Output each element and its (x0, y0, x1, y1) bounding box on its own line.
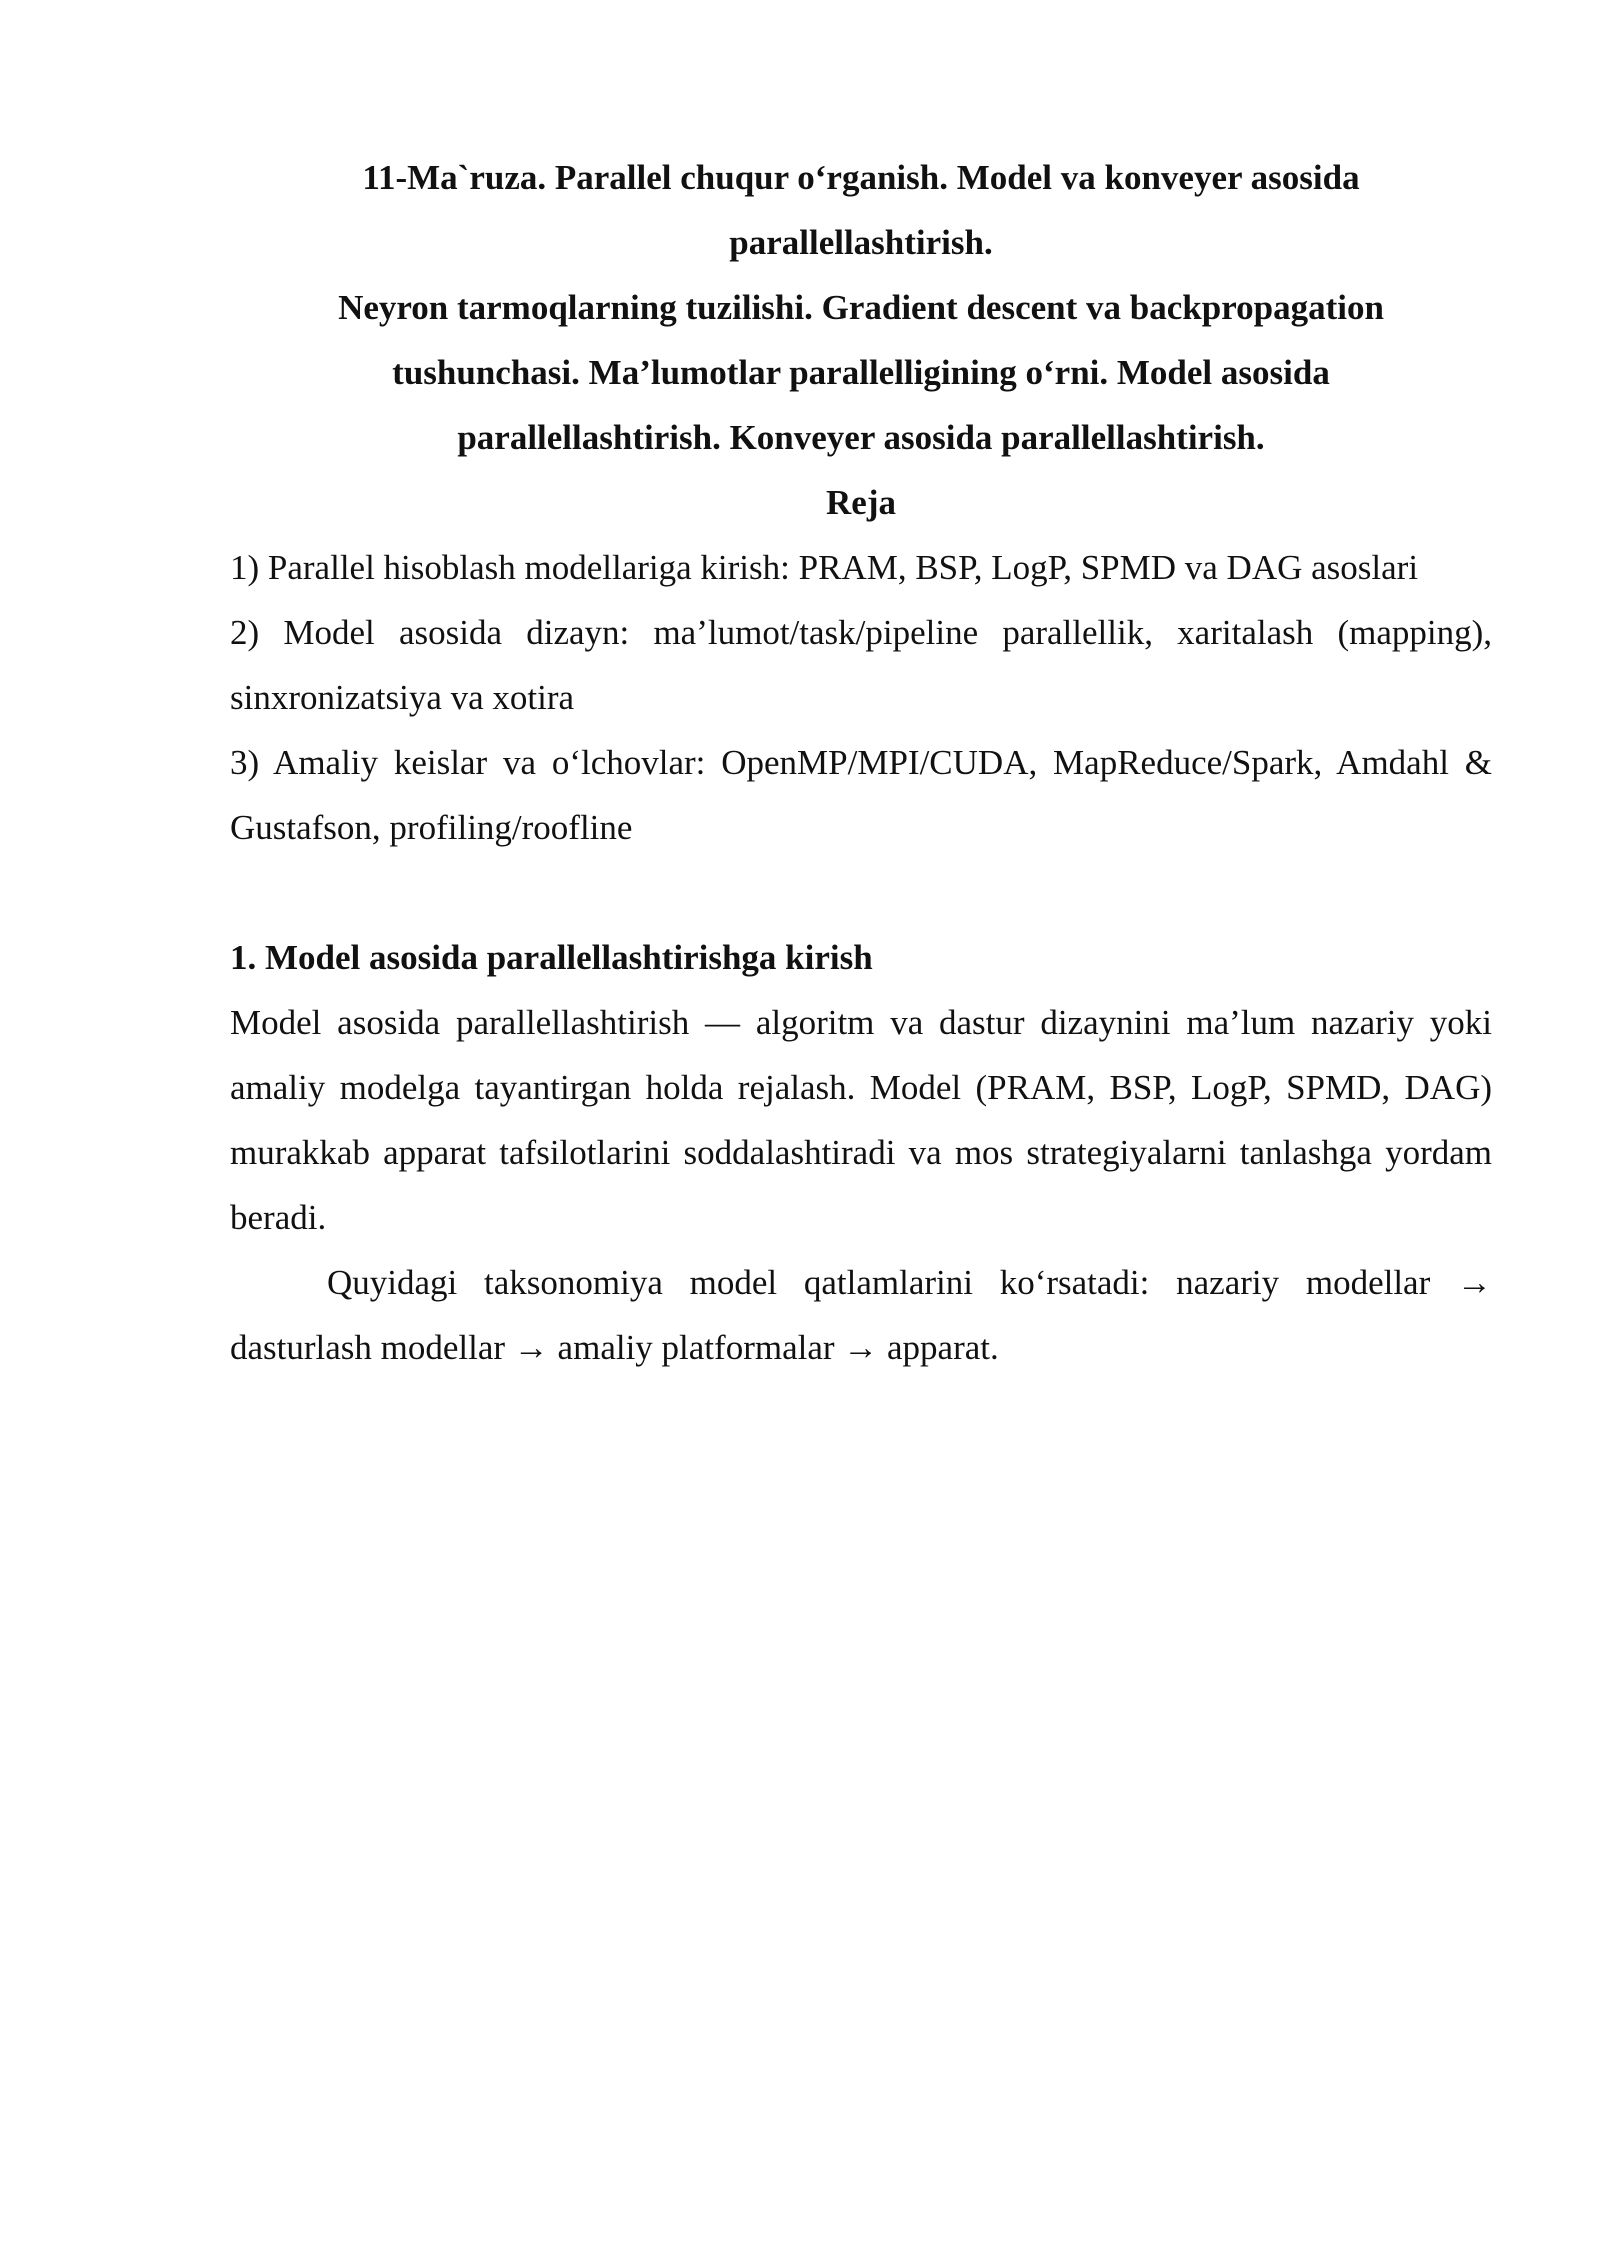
plan-item-1: 1) Parallel hisoblash modellariga kirish: PRAM, BSP, LogP, SPMD va DAG asoslari (230, 548, 1419, 587)
document-body (230, 145, 1492, 1380)
section-1-paragraph-2: Quyidagi taksonomiya model qatlamlarini ko‘rsatadi: nazariy modellar → dasturlash modellar → amaliy platformalar → apparat. (230, 1263, 1492, 1367)
plan-item-3: 3) Amaliy keislar va o‘lchovlar: OpenMP/MPI/CUDA, MapReduce/Spark, Amdahl & Gustafson, profiling/roofline (230, 743, 1492, 847)
plan-item-2: 2) Model asosida dizayn: ma’lumot/task/pipeline parallellik, xaritalash (mapping), sinxronizatsiya va xotira (230, 613, 1492, 717)
plan-heading: Reja (826, 483, 896, 522)
plan-list (230, 535, 1492, 860)
section-1-paragraph-1: Model asosida parallellashtirish — algoritm va dastur dizaynini ma’lum nazariy yoki amaliy modelga tayantirgan holda rejalash. Model (PRAM, BSP, LogP, SPMD, DAG) murakkab apparat tafsilotlarini soddalashtiradi va mos strategiyalarni tanlashga yordam beradi. (230, 1003, 1492, 1237)
section-1-heading: 1. Model asosida parallellashtirishga kirish (230, 938, 873, 977)
lecture-subtitle: Neyron tarmoqlarning tuzilishi. Gradient descent va backpropagation tushunchasi. Ma’lumotlar parallelligining o‘rni. Model asosida parallellashtirish. Konveyer asosida parallellashtirish. (338, 288, 1384, 457)
blank-line (230, 860, 1492, 925)
lecture-title: 11-Ma`ruza. Parallel chuqur o‘rganish. Model va konveyer asosida parallellashtirish. (362, 158, 1360, 262)
